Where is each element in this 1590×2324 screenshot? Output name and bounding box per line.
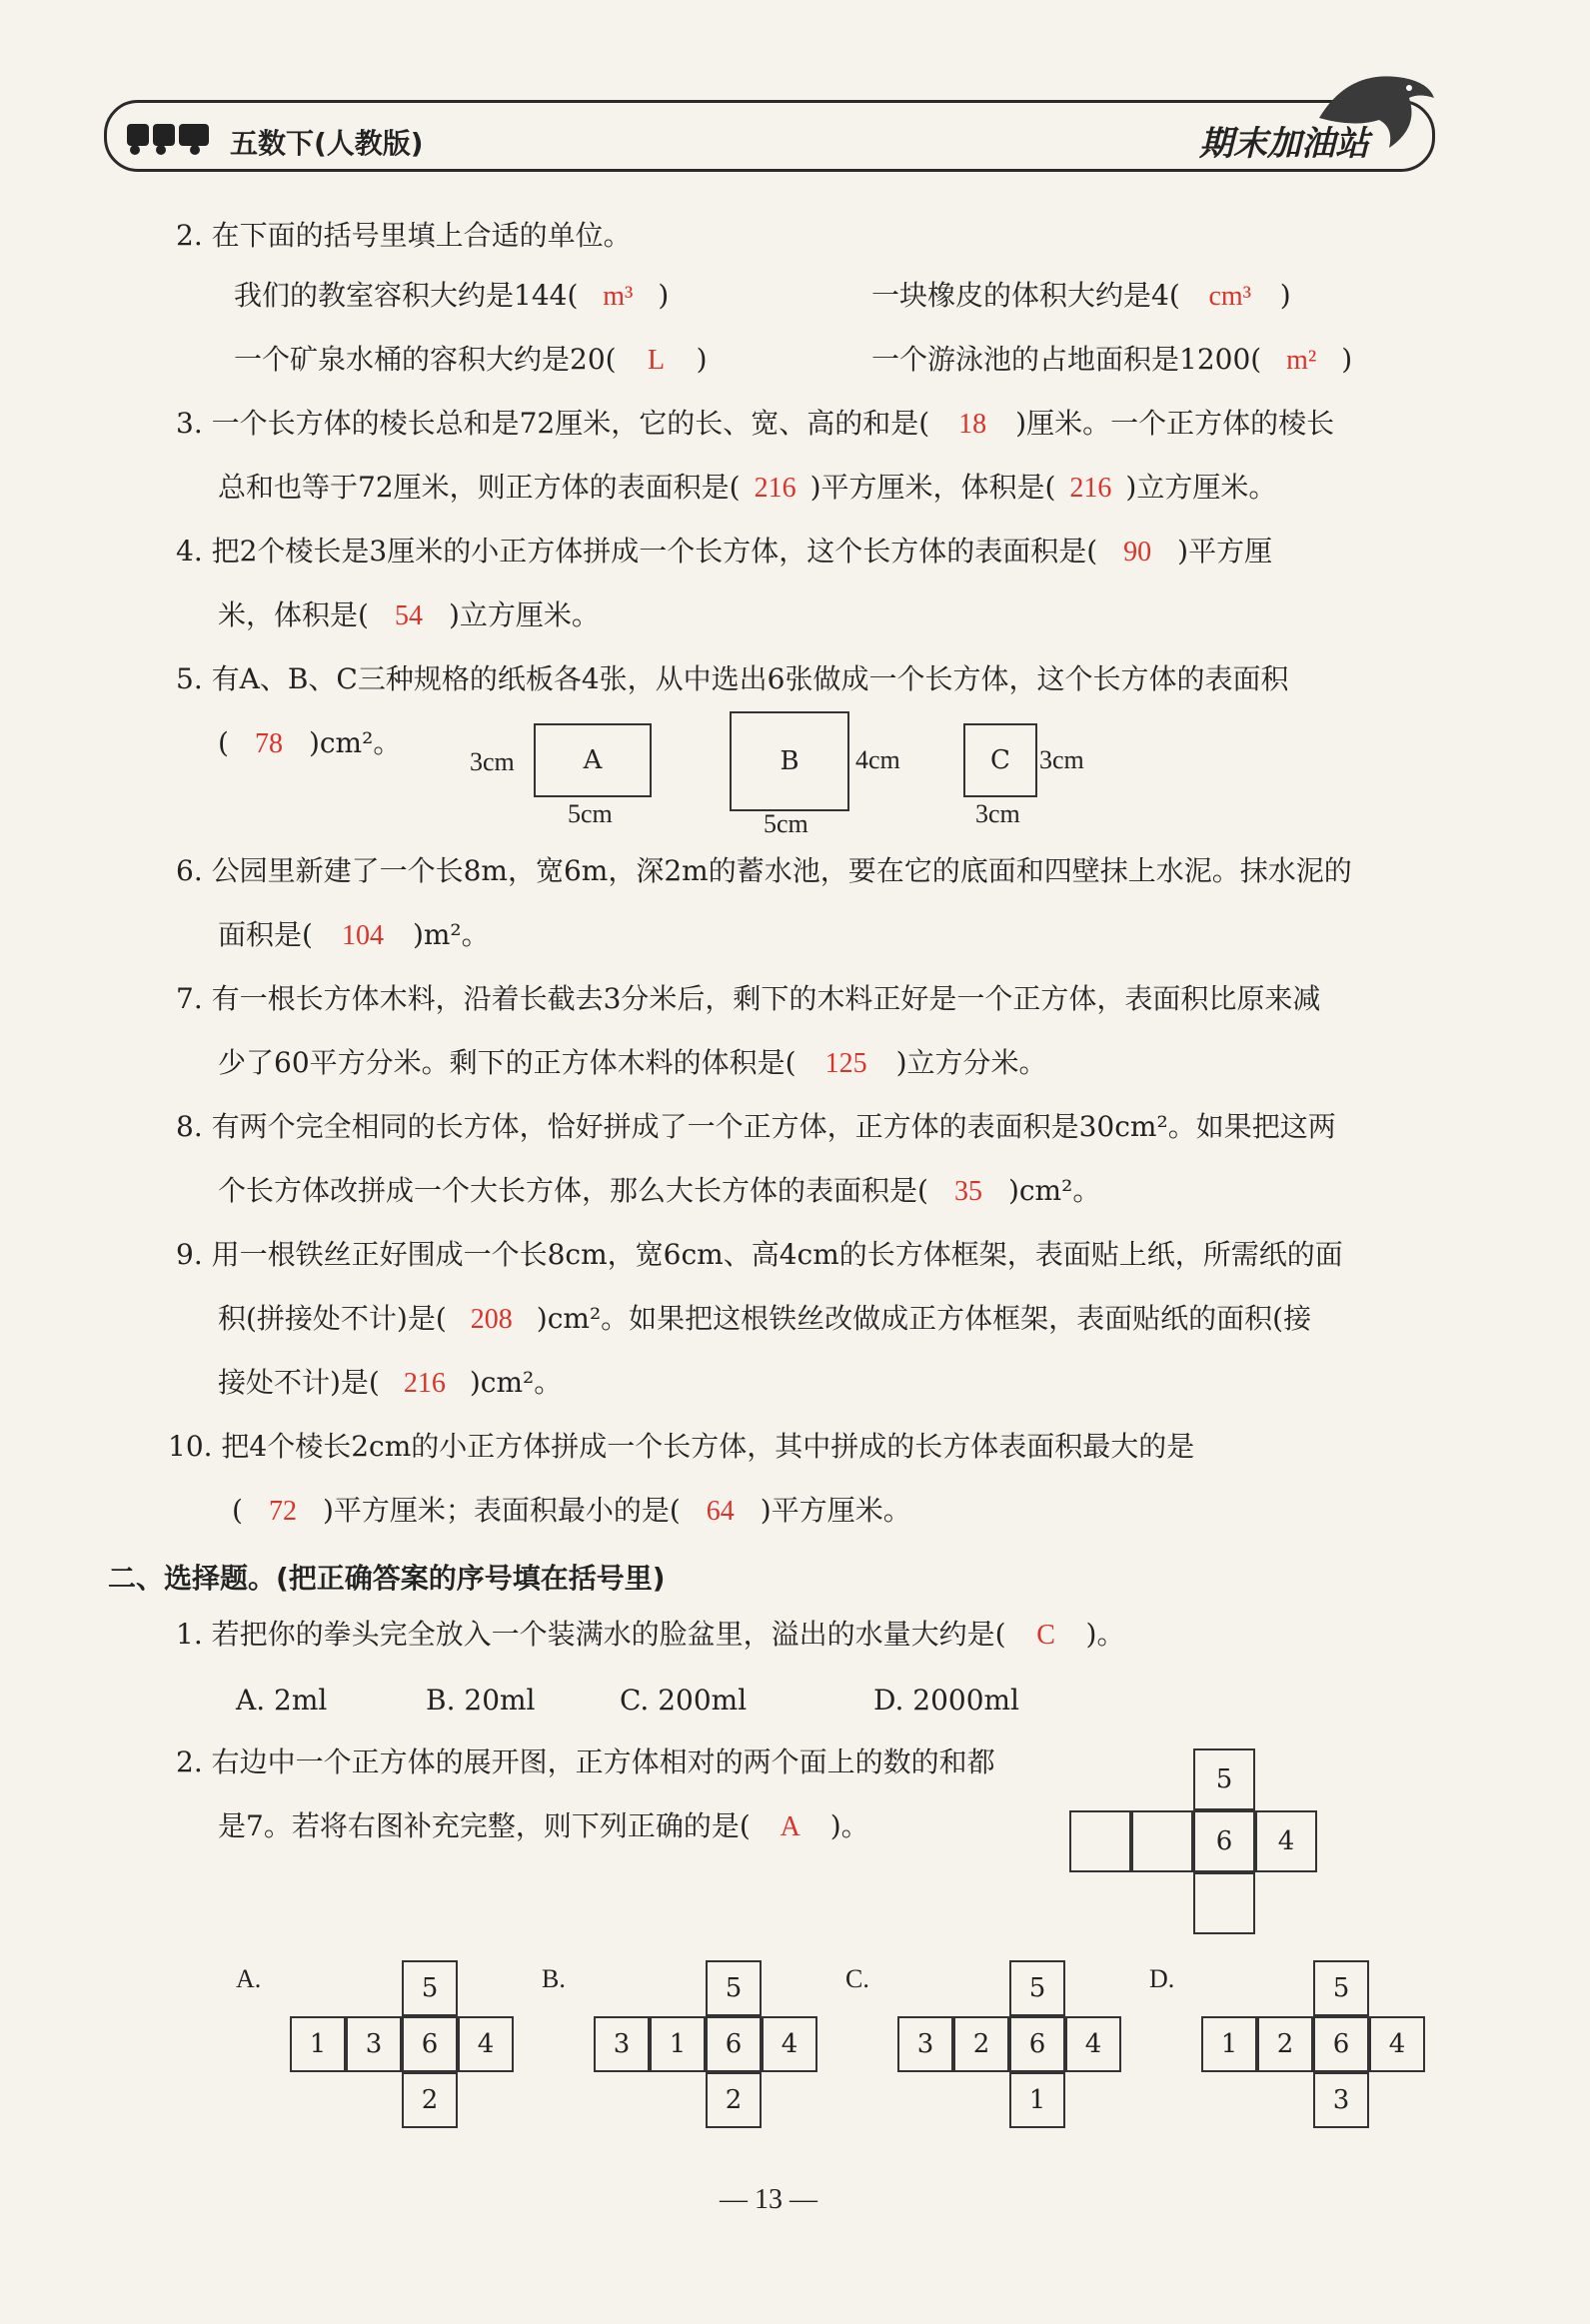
answer: 216: [754, 473, 796, 504]
net-cell: 5: [1313, 1960, 1369, 2016]
net-cell: 2: [706, 2072, 762, 2128]
net-cell: 1: [650, 2016, 706, 2072]
c1-option-d: D. 2000ml: [873, 1684, 1020, 1717]
q8-line1: 8. 有两个完全相同的长方体，恰好拼成了一个正方体，正方体的表面积是30cm²。如果把这两: [176, 1110, 1336, 1143]
net-cell: 6: [706, 2016, 762, 2072]
q3-line1: 3. 一个长方体的棱长总和是72厘米，它的长、宽、高的和是( 18 )厘米。一个正方体的棱长: [176, 407, 1335, 440]
answer: 72: [268, 1496, 297, 1527]
q6-line1: 6. 公园里新建了一个长8m，宽6m，深2m的蓄水池，要在它的底面和四壁抹上水泥。抹水泥的: [176, 854, 1352, 887]
answer: 125: [824, 1048, 867, 1079]
answer: 216: [403, 1368, 446, 1399]
q9-line3: 接处不计)是( 216 )cm²。: [218, 1366, 563, 1399]
net-cell: 6: [402, 2016, 458, 2072]
net-cell: 4: [762, 2016, 817, 2072]
c2-option-label: C.: [845, 1964, 869, 1993]
net-cell: 3: [1313, 2072, 1369, 2128]
board-a: A: [534, 723, 652, 797]
c2-option-label: B.: [542, 1964, 566, 1993]
q2-a: 我们的教室容积大约是144( m³ ): [234, 279, 670, 312]
net-cell: 5: [402, 1960, 458, 2016]
q2-d: 一个游泳池的占地面积是1200( m² ): [871, 343, 1353, 376]
q9-line2: 积(拼接处不计)是( 208 )cm²。如果把这根铁丝改做成正方体框架，表面贴纸的面积(接: [218, 1302, 1312, 1335]
q5-line2: ( 78 )cm²。: [218, 726, 402, 759]
q4-line2: 米，体积是( 54 )立方厘米。: [218, 598, 600, 631]
net-cell-right: 4: [1255, 1810, 1317, 1872]
answer: 104: [341, 920, 384, 951]
net-cell: 2: [402, 2072, 458, 2128]
q6-line2: 面积是( 104 )m²。: [218, 918, 490, 951]
section-heading: 二、选择题。(把正确答案的序号填在括号里): [108, 1562, 666, 1595]
q10-line2: ( 72 )平方厘米；表面积最小的是( 64 )平方厘米。: [232, 1494, 911, 1527]
page-number: — 13 —: [720, 2184, 817, 2215]
net-cell-blank: [1131, 1810, 1193, 1872]
q8-line2: 个长方体改拼成一个大长方体，那么大长方体的表面积是( 35 )cm²。: [218, 1174, 1101, 1207]
answer: 35: [953, 1176, 982, 1207]
answer: 216: [1069, 473, 1112, 504]
train-logo-icon: [125, 118, 215, 158]
net-cell: 3: [346, 2016, 402, 2072]
q7-line1: 7. 有一根长方体木料，沿着长截去3分米后，剩下的木料正好是一个正方体，表面积比原来减: [176, 982, 1321, 1015]
answer: 90: [1123, 537, 1152, 568]
c2-line1: 2. 右边中一个正方体的展开图，正方体相对的两个面上的数的和都: [176, 1745, 995, 1778]
net-cell: 1: [1201, 2016, 1257, 2072]
board-c: C: [963, 723, 1037, 797]
dolphin-icon: [1309, 58, 1439, 158]
board-a-height: 3cm: [470, 747, 515, 776]
net-cell: 2: [953, 2016, 1009, 2072]
answer: cm³: [1208, 281, 1252, 312]
net-cell: 4: [1065, 2016, 1121, 2072]
net-cell-center: 6: [1193, 1810, 1255, 1872]
answer: 54: [394, 600, 423, 631]
answer: 64: [706, 1496, 735, 1527]
net-cell: 4: [458, 2016, 514, 2072]
net-cell: 6: [1009, 2016, 1065, 2072]
net-cell: 6: [1313, 2016, 1369, 2072]
answer: m²: [1286, 345, 1317, 376]
header-section-title: 期末加油站: [1199, 124, 1369, 164]
net-cell-blank: [1069, 1810, 1131, 1872]
net-cell: 3: [897, 2016, 953, 2072]
answer: 78: [254, 728, 283, 759]
net-cell: 1: [290, 2016, 346, 2072]
q2-b: 一块橡皮的体积大约是4( cm³ ): [871, 279, 1291, 312]
answer: 18: [958, 409, 987, 440]
board-c-width: 3cm: [975, 799, 1020, 828]
c1-option-c: C. 200ml: [620, 1684, 748, 1717]
board-b: B: [730, 711, 849, 811]
c1-option-a: A. 2ml: [236, 1684, 328, 1717]
answer: A: [780, 1811, 800, 1842]
net-cell: 4: [1369, 2016, 1425, 2072]
net-cell-blank: [1193, 1872, 1255, 1934]
net-cell: 3: [594, 2016, 650, 2072]
q9-line1: 9. 用一根铁丝正好围成一个长8cm，宽6cm、高4cm的长方体框架，表面贴上纸，所需纸的面: [176, 1238, 1343, 1271]
board-c-height: 3cm: [1039, 745, 1084, 774]
net-cell: 1: [1009, 2072, 1065, 2128]
net-cell-top: 5: [1193, 1748, 1255, 1810]
q4-line1: 4. 把2个棱长是3厘米的小正方体拼成一个长方体，这个长方体的表面积是( 90 )平方厘: [176, 535, 1273, 568]
board-b-width: 5cm: [764, 809, 808, 838]
net-cell: 5: [1009, 1960, 1065, 2016]
c1-option-b: B. 20ml: [426, 1684, 536, 1717]
q2-c: 一个矿泉水桶的容积大约是20( L ): [234, 343, 708, 376]
q5-line1: 5. 有A、B、C三种规格的纸板各4张，从中选出6张做成一个长方体，这个长方体的表面积: [176, 662, 1289, 695]
q7-line2: 少了60平方分米。剩下的正方体木料的体积是( 125 )立方分米。: [218, 1046, 1047, 1079]
net-cell: 5: [706, 1960, 762, 2016]
c2-line2: 是7。若将右图补充完整，则下列正确的是( A )。: [218, 1809, 869, 1842]
q3-line2: 总和也等于72厘米，则正方体的表面积是( 216 )平方厘米，体积是( 216 )立方厘米。: [218, 471, 1277, 504]
answer: C: [1036, 1620, 1055, 1651]
q10-line1: 10. 把4个棱长2cm的小正方体拼成一个长方体，其中拼成的长方体表面积最大的是: [168, 1430, 1195, 1463]
answer: 208: [470, 1304, 513, 1335]
board-a-width: 5cm: [568, 799, 613, 828]
answer: m³: [603, 281, 634, 312]
c2-option-label: A.: [236, 1964, 262, 1993]
net-cell: 2: [1257, 2016, 1313, 2072]
q2-title: 2. 在下面的括号里填上合适的单位。: [176, 219, 632, 252]
c2-option-label: D.: [1149, 1964, 1175, 1993]
board-b-height: 4cm: [855, 745, 900, 774]
header-book-title: 五数下(人教版): [230, 127, 424, 160]
answer: L: [648, 345, 666, 376]
c1-line1: 1. 若把你的拳头完全放入一个装满水的脸盆里，溢出的水量大约是( C )。: [176, 1618, 1125, 1651]
